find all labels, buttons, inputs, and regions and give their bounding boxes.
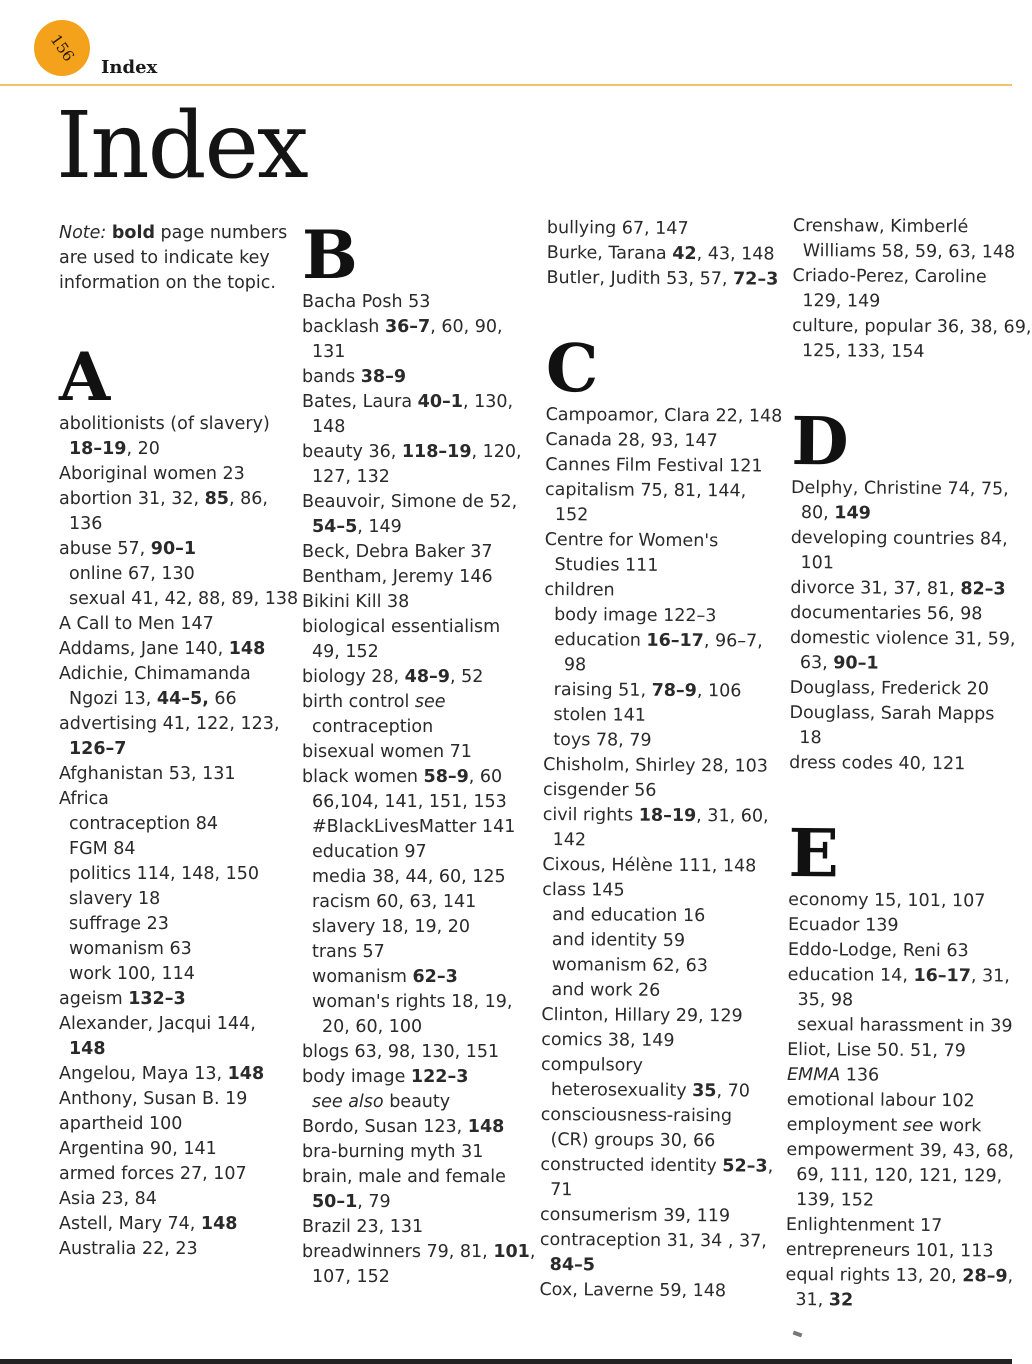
index-subentry: #BlackLivesMatter 141 xyxy=(312,817,516,837)
index-entry: Campoamor, Clara 22, 148 xyxy=(545,404,783,427)
index-entry: 18–19, 20 xyxy=(69,439,160,459)
index-entry: Africa xyxy=(59,789,109,809)
index-entry: Bikini Kill 38 xyxy=(302,592,410,612)
index-entry: 127, 132 xyxy=(312,467,390,487)
scan-speck xyxy=(793,1331,803,1338)
index-subentry: media 38, 44, 60, 125 xyxy=(312,867,506,887)
index-entry: economy 15, 101, 107 xyxy=(788,889,986,912)
index-entry: Addams, Jane 140, 148 xyxy=(59,639,266,659)
index-subentry: politics 114, 148, 150 xyxy=(69,864,260,884)
index-subentry: and identity 59 xyxy=(551,930,686,951)
index-entry: apartheid 100 xyxy=(59,1114,183,1134)
index-subentry: education 16–17, 96–7, xyxy=(553,630,763,652)
section-letter-a: A xyxy=(59,338,111,416)
index-entry: divorce 31, 37, 81, 82–3 xyxy=(790,577,1006,600)
section-letter-e: E xyxy=(788,813,840,893)
index-entry: Bordo, Susan 123, 148 xyxy=(302,1117,505,1137)
index-entry: 142 xyxy=(552,830,587,851)
note-label: Note: xyxy=(59,223,107,243)
index-subentry: online 67, 130 xyxy=(69,564,195,584)
index-column-4 xyxy=(785,214,1032,1315)
index-entry: entrepreneurs 101, 113 xyxy=(785,1239,994,1262)
index-subentry: trans 57 xyxy=(312,942,385,962)
index-entry: Bacha Posh 53 xyxy=(302,292,431,312)
index-entry: Alexander, Jacqui 144, xyxy=(59,1014,256,1034)
index-subentry: womanism 62, 63 xyxy=(551,955,708,977)
note-text: information on the topic. xyxy=(59,273,276,293)
index-entry: Bates, Laura 40–1, 130, xyxy=(302,392,514,412)
index-entry: bullying 67, 147 xyxy=(546,217,689,239)
index-subentry: and education 16 xyxy=(552,905,706,927)
index-entry: abolitionists (of slavery) xyxy=(59,414,270,434)
index-entry: Eliot, Lise 50. 51, 79 xyxy=(787,1039,966,1062)
index-entry: Adichie, Chimamanda xyxy=(59,664,251,684)
index-subentry: woman's rights 18, 19, xyxy=(312,992,513,1012)
index-entry: abortion 31, 32, 85, 86, xyxy=(59,489,268,509)
index-entry: biology 28, 48–9, 52 xyxy=(302,667,484,687)
index-entry: 49, 152 xyxy=(312,642,379,662)
index-entry: body image 122–3 xyxy=(302,1067,469,1087)
index-entry: blogs 63, 98, 130, 151 xyxy=(302,1042,500,1062)
index-subentry: suffrage 23 xyxy=(69,914,169,934)
index-entry: Criado-Perez, Caroline xyxy=(792,265,987,288)
index-subentry: see also beauty xyxy=(312,1092,451,1112)
note xyxy=(59,221,289,296)
index-entry: Douglass, Sarah Mapps xyxy=(789,702,995,725)
index-entry: black women 58–9, 60 xyxy=(302,767,503,787)
index-subentry: 20, 60, 100 xyxy=(322,1017,423,1037)
index-entry: 54–5, 149 xyxy=(312,517,402,537)
index-entry: 152 xyxy=(554,505,589,526)
index-subentry: education 97 xyxy=(312,842,427,862)
index-subentry: toys 78, 79 xyxy=(553,730,652,751)
index-entry: comics 38, 149 xyxy=(541,1029,675,1051)
index-entry: advertising 41, 122, 123, xyxy=(59,714,280,734)
index-entry: armed forces 27, 107 xyxy=(59,1164,247,1184)
index-entry: compulsory xyxy=(541,1054,643,1076)
index-entry: Astell, Mary 74, 148 xyxy=(59,1214,238,1234)
index-subentry: contraception 84 xyxy=(69,814,219,834)
note-text: are used to indicate key xyxy=(59,248,270,268)
index-entry: emotional labour 102 xyxy=(786,1089,975,1112)
index-entry: domestic violence 31, 59, xyxy=(789,627,1016,650)
index-entry: 136 xyxy=(69,514,103,534)
index-entry: culture, popular 36, 38, 69, xyxy=(792,315,1032,338)
index-entry: 71 xyxy=(550,1180,573,1201)
index-entry: consumerism 39, 119 xyxy=(539,1204,731,1227)
index-entry: equal rights 13, 20, 28–9, xyxy=(785,1264,1014,1287)
index-entry: Bentham, Jeremy 146 xyxy=(302,567,493,587)
index-entry: Enlightenment 17 xyxy=(785,1214,943,1237)
index-entry: 125, 133, 154 xyxy=(801,341,925,362)
index-entry: breadwinners 79, 81, 101, xyxy=(302,1242,536,1262)
index-entry: 148 xyxy=(69,1039,106,1059)
index-entry: 35, 98 xyxy=(797,990,854,1011)
index-subentry: slavery 18 xyxy=(69,889,161,909)
section-letter-d: D xyxy=(791,401,849,481)
index-entry: Eddo-Lodge, Reni 63 xyxy=(787,939,969,962)
page-number: 156 xyxy=(46,31,78,65)
index-entry: 107, 152 xyxy=(312,1267,390,1287)
index-subentry: sexual harassment in 39 xyxy=(797,1015,1013,1037)
section-letter-c: C xyxy=(545,328,599,408)
index-entry: 131 xyxy=(312,342,346,362)
index-entry: bra-burning myth 31 xyxy=(302,1142,484,1162)
running-head: Index xyxy=(101,57,158,78)
index-entry: beauty 36, 118–19, 120, xyxy=(302,442,522,462)
index-subentry: sexual 41, 42, 88, 89, 138 xyxy=(69,589,299,609)
index-entry: A Call to Men 147 xyxy=(59,614,214,634)
index-subentry: 66,104, 141, 151, 153 xyxy=(312,792,507,812)
index-entry: Angelou, Maya 13, 148 xyxy=(59,1064,265,1084)
index-entry: consciousness-raising xyxy=(540,1104,733,1127)
index-entry: biological essentialism xyxy=(302,617,501,637)
index-entry: EMMA 136 xyxy=(786,1064,880,1086)
index-entry: civil rights 18–19, 31, 60, xyxy=(542,804,769,827)
index-entry: 63, 90–1 xyxy=(799,653,879,674)
index-entry: 126–7 xyxy=(69,739,127,759)
index-entry: Ecuador 139 xyxy=(787,914,899,936)
index-entry: Cox, Laverne 59, 148 xyxy=(539,1279,727,1302)
index-entry: Ngozi 13, 44–5, 66 xyxy=(69,689,237,709)
index-entry: Aboriginal women 23 xyxy=(59,464,245,484)
index-entry: Delphy, Christine 74, 75, xyxy=(791,477,1009,500)
index-subentry: FGM 84 xyxy=(69,839,136,859)
index-entry: 31, 32 xyxy=(795,1290,854,1311)
index-subentry: body image 122–3 xyxy=(554,605,717,627)
index-entry: 50–1, 79 xyxy=(312,1192,391,1212)
index-entry: education 14, 16–17, 31, xyxy=(787,964,1010,987)
index-entry: bisexual women 71 xyxy=(302,742,472,762)
index-entry: Crenshaw, Kimberlé xyxy=(792,215,969,238)
index-entry: (CR) groups 30, 66 xyxy=(550,1130,716,1152)
index-entry: 129, 149 xyxy=(802,291,881,312)
index-entry: developing countries 84, xyxy=(790,527,1008,550)
index-entry: Studies 111 xyxy=(554,555,659,576)
index-entry: Beck, Debra Baker 37 xyxy=(302,542,493,562)
note-text: page numbers xyxy=(154,223,288,243)
index-entry: 101 xyxy=(800,553,835,574)
page-bottom-edge xyxy=(0,1359,1012,1364)
index-entry: empowerment 39, 43, 68, xyxy=(786,1139,1015,1162)
index-subentry: slavery 18, 19, 20 xyxy=(312,917,470,937)
index-entry: 80, 149 xyxy=(800,503,871,524)
index-subentry: work 100, 114 xyxy=(69,964,195,984)
index-entry: Australia 22, 23 xyxy=(59,1239,198,1259)
index-entry: Afghanistan 53, 131 xyxy=(59,764,236,784)
index-entry: class 145 xyxy=(542,879,625,901)
index-subentry: racism 60, 63, 141 xyxy=(312,892,477,912)
index-entry: ageism 132–3 xyxy=(59,989,186,1009)
index-entry: Cixous, Hélène 111, 148 xyxy=(542,854,757,877)
index-entry: cisgender 56 xyxy=(542,779,657,801)
index-entry: Butler, Judith 53, 57, 72–3 xyxy=(546,267,779,290)
index-entry: Canada 28, 93, 147 xyxy=(545,429,718,452)
index-entry: 84–5 xyxy=(549,1255,596,1276)
index-entry: Argentina 90, 141 xyxy=(59,1139,217,1159)
index-entry: 148 xyxy=(312,417,346,437)
index-entry: Clinton, Hillary 29, 129 xyxy=(541,1004,743,1027)
index-entry: children xyxy=(544,579,615,601)
section-letter-b: B xyxy=(302,216,358,294)
index-entry: 139, 152 xyxy=(796,1190,875,1211)
index-entry: abuse 57, 90–1 xyxy=(59,539,197,559)
note-bold-word: bold xyxy=(111,223,155,243)
index-subentry: 98 xyxy=(563,655,587,676)
index-entry: Williams 58, 59, 63, 148 xyxy=(802,241,1016,263)
index-entry: Asia 23, 84 xyxy=(59,1189,157,1209)
index-subentry: raising 51, 78–9, 106 xyxy=(553,680,742,702)
index-entry: documentaries 56, 98 xyxy=(790,602,983,625)
index-subentry: womanism 63 xyxy=(69,939,192,959)
index-entry: brain, male and female xyxy=(302,1167,506,1187)
index-entry: backlash 36–7, 60, 90, xyxy=(302,317,503,337)
index-entry: Chisholm, Shirley 28, 103 xyxy=(543,754,768,777)
index-subentry: and work 26 xyxy=(551,980,661,1001)
index-entry: Brazil 23, 131 xyxy=(302,1217,424,1237)
header-rule xyxy=(0,84,1012,86)
index-entry: bands 38–9 xyxy=(302,367,406,387)
index-column-3 xyxy=(539,216,787,1305)
index-entry: Cannes Film Festival 121 xyxy=(545,454,763,477)
index-entry: heterosexuality 35, 70 xyxy=(550,1080,750,1102)
index-entry: Anthony, Susan B. 19 xyxy=(59,1089,248,1109)
index-column-2 xyxy=(302,216,537,1290)
index-entry: Centre for Women's xyxy=(544,529,719,552)
index-entry: dress codes 40, 121 xyxy=(789,752,966,775)
index-entry: 69, 111, 120, 121, 129, xyxy=(796,1165,1003,1187)
index-entry: contraception 31, 34 , 37, xyxy=(539,1229,767,1252)
index-subentry: womanism 62–3 xyxy=(312,967,458,987)
index-entry: Beauvoir, Simone de 52, xyxy=(302,492,518,512)
index-column-1 xyxy=(59,221,299,1262)
page-number-badge xyxy=(34,20,90,76)
index-subentry: stolen 141 xyxy=(553,705,646,726)
page-title: Index xyxy=(56,92,307,199)
index-entry: capitalism 75, 81, 144, xyxy=(545,479,747,502)
index-entry: Douglass, Frederick 20 xyxy=(789,677,989,700)
index-entry: contraception xyxy=(312,717,434,737)
index-entry: constructed identity 52–3, xyxy=(540,1154,774,1177)
index-entry: Burke, Tarana 42, 43, 148 xyxy=(546,242,775,265)
index-entry: employment see work xyxy=(786,1114,982,1137)
index-entry: birth control see xyxy=(302,692,446,712)
index-entry: 18 xyxy=(799,728,822,749)
